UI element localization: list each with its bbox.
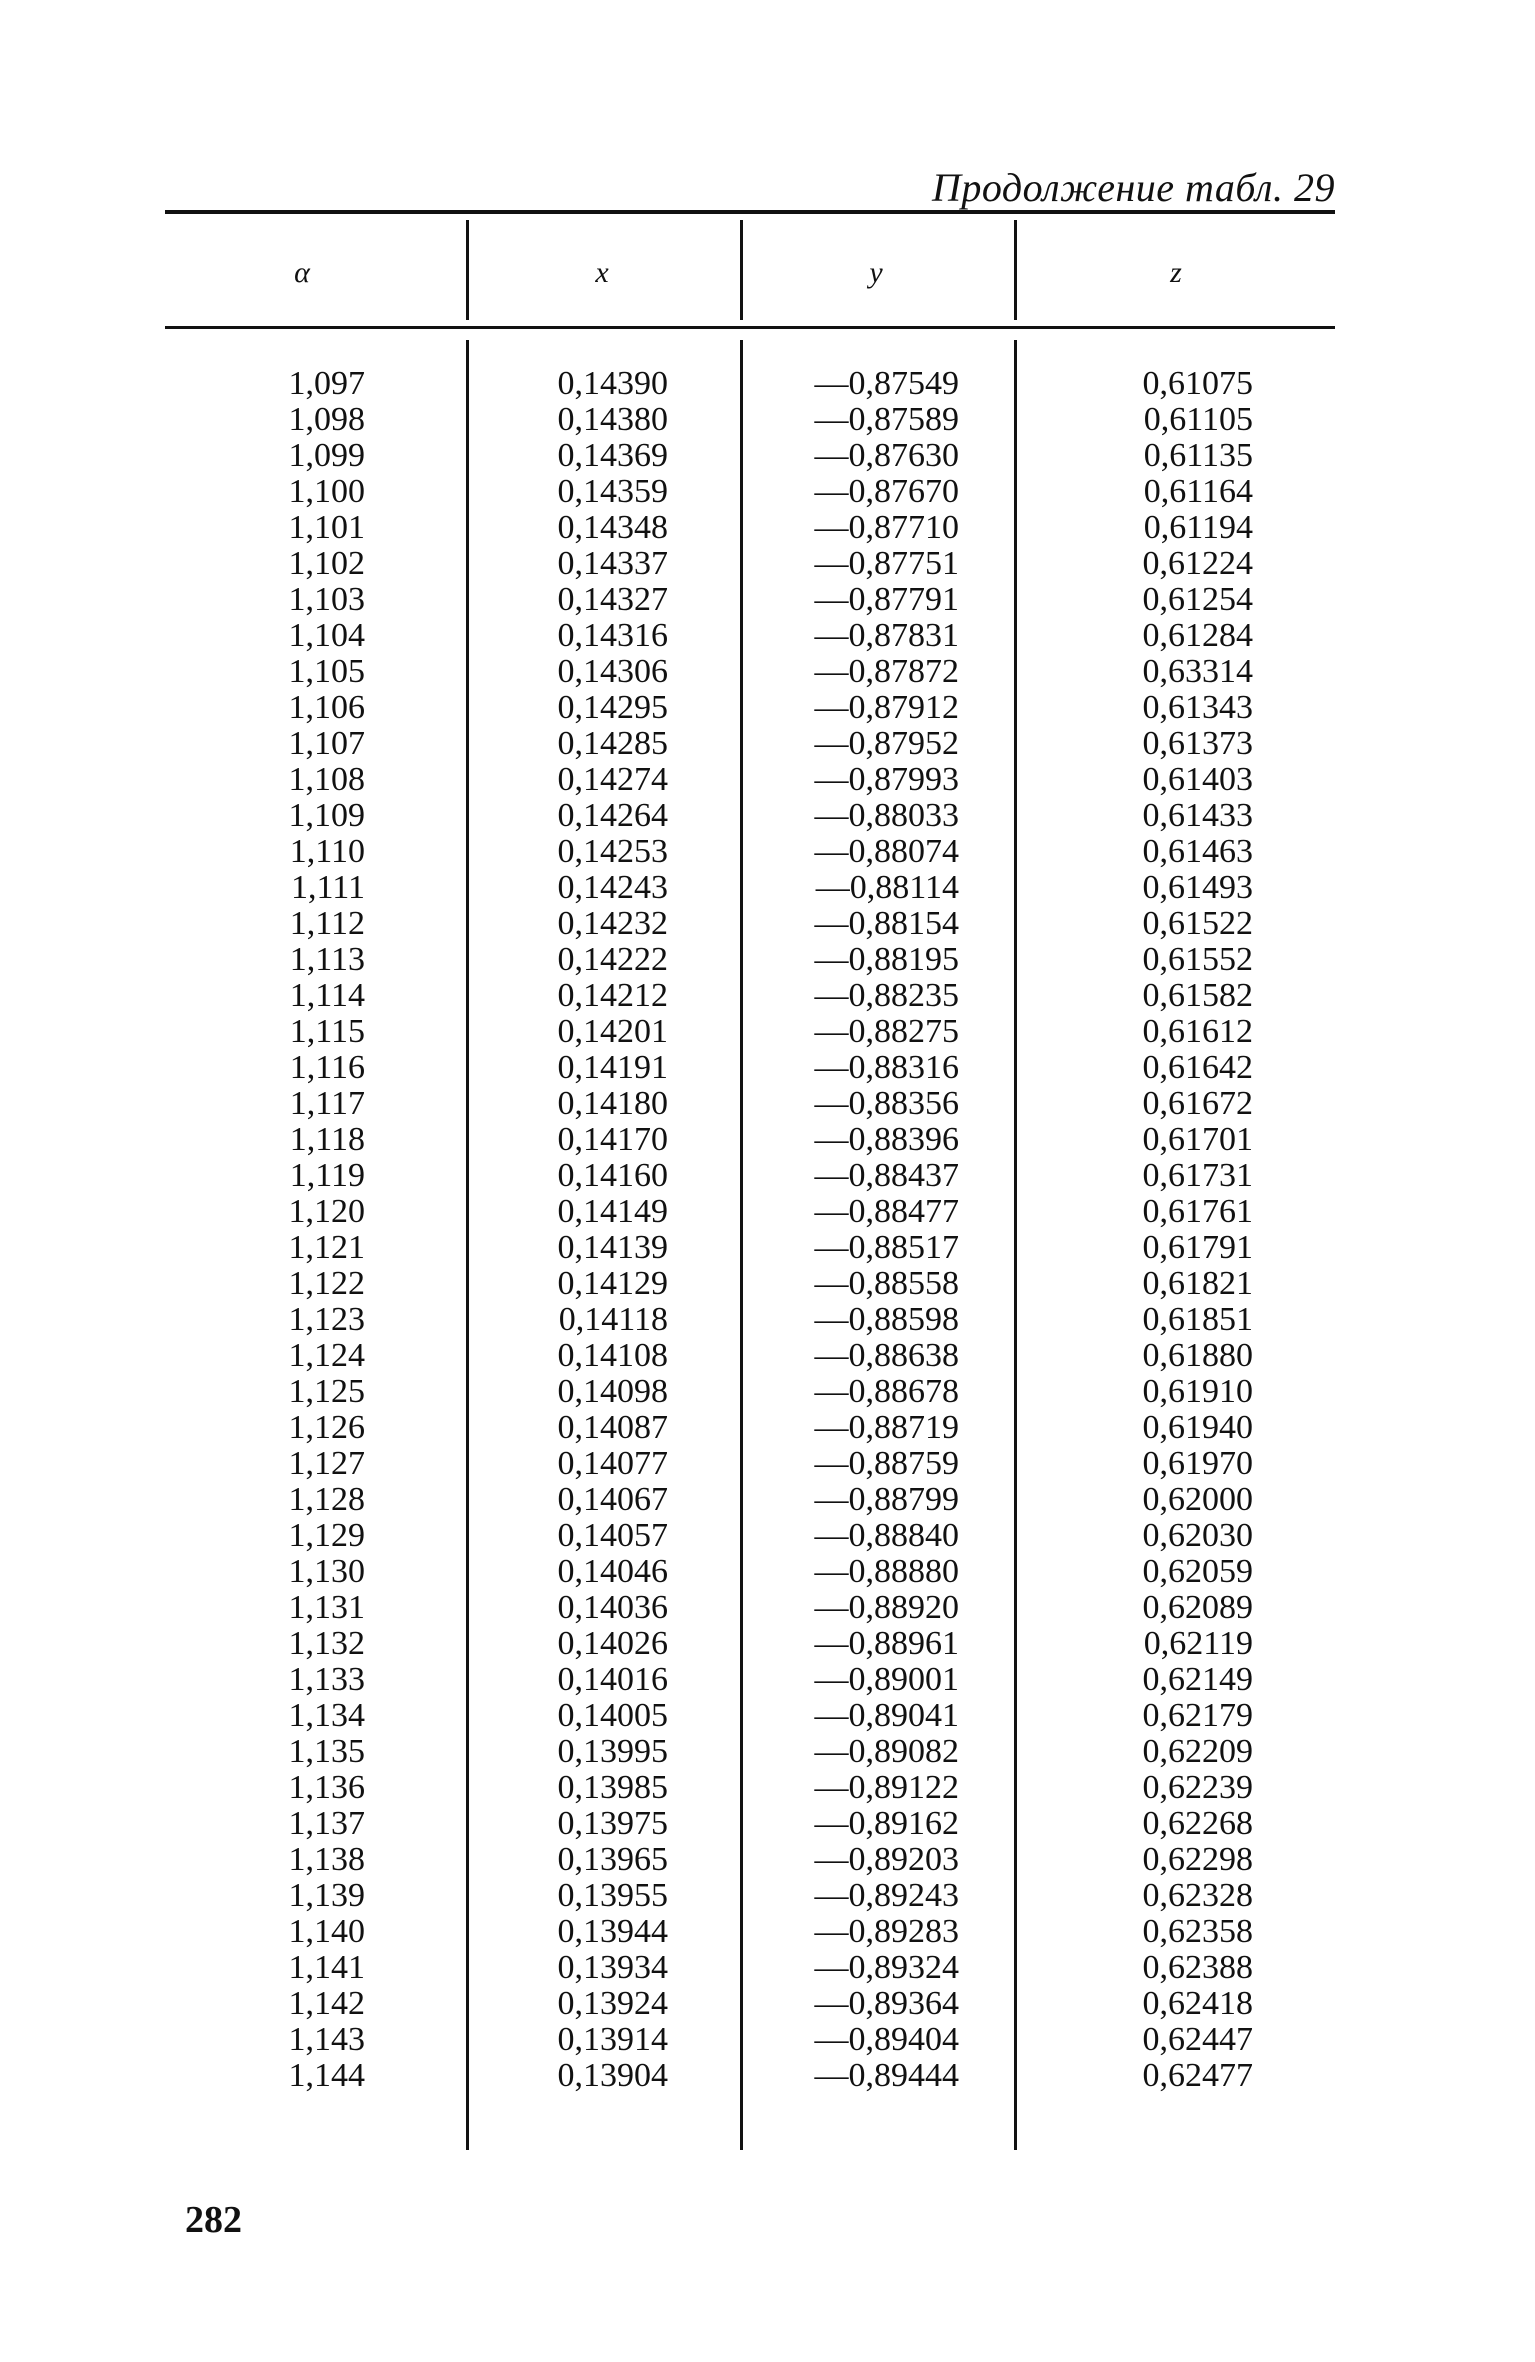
cell-x: 0,13985 (557, 1769, 668, 1806)
cell-a: 1,144 (288, 2057, 365, 2094)
column-header-z: z (1170, 256, 1182, 289)
cell-z: 0,62239 (1142, 1769, 1253, 1806)
cell-a: 1,100 (288, 473, 365, 510)
cell-x: 0,14359 (557, 473, 668, 510)
cell-a: 1,112 (289, 905, 365, 942)
cell-a: 1,105 (288, 653, 365, 690)
column-divider (740, 220, 743, 320)
cell-a: 1,141 (288, 1949, 365, 1986)
cell-z: 0,61224 (1142, 545, 1253, 582)
cell-x: 0,14139 (557, 1229, 668, 1266)
cell-y: —0,89041 (814, 1697, 959, 1734)
cell-a: 1,099 (288, 437, 365, 474)
cell-z: 0,62388 (1142, 1949, 1253, 1986)
cell-y: —0,88517 (814, 1229, 959, 1266)
cell-y: —0,87912 (814, 689, 959, 726)
cell-y: —0,88316 (814, 1049, 959, 1086)
cell-y: —0,88961 (814, 1625, 959, 1662)
cell-y: —0,88235 (814, 977, 959, 1014)
cell-y: —0,89404 (814, 2021, 959, 2058)
cell-y: —0,88356 (814, 1085, 959, 1122)
cell-z: 0,61105 (1143, 401, 1253, 438)
cell-a: 1,098 (288, 401, 365, 438)
cell-y: —0,88033 (814, 797, 959, 834)
cell-a: 1,101 (288, 509, 365, 546)
cell-z: 0,62119 (1143, 1625, 1253, 1662)
cell-a: 1,136 (288, 1769, 365, 1806)
cell-y: —0,88114 (815, 869, 959, 906)
cell-a: 1,130 (288, 1553, 365, 1590)
cell-z: 0,61135 (1143, 437, 1253, 474)
cell-y: —0,89364 (814, 1985, 959, 2022)
cell-z: 0,61582 (1142, 977, 1253, 1014)
cell-x: 0,13924 (557, 1985, 668, 2022)
cell-z: 0,61493 (1142, 869, 1253, 906)
cell-y: —0,87791 (814, 581, 959, 618)
cell-x: 0,14087 (557, 1409, 668, 1446)
column-header-y: y (869, 256, 883, 289)
cell-a: 1,134 (288, 1697, 365, 1734)
page-number: 282 (185, 2199, 242, 2241)
cell-a: 1,139 (288, 1877, 365, 1914)
cell-x: 0,13955 (557, 1877, 668, 1914)
cell-z: 0,62328 (1142, 1877, 1253, 1914)
cell-y: —0,88719 (814, 1409, 959, 1446)
cell-z: 0,61940 (1142, 1409, 1253, 1446)
cell-a: 1,106 (288, 689, 365, 726)
cell-x: 0,14232 (557, 905, 668, 942)
cell-a: 1,111 (291, 869, 365, 906)
cell-y: —0,87952 (814, 725, 959, 762)
cell-z: 0,61075 (1142, 365, 1253, 402)
table-header-rule (165, 326, 1335, 329)
cell-z: 0,62268 (1142, 1805, 1253, 1842)
cell-y: —0,89082 (814, 1733, 959, 1770)
cell-z: 0,63314 (1142, 653, 1253, 690)
column-divider (466, 220, 469, 320)
cell-z: 0,61970 (1142, 1445, 1253, 1482)
cell-y: —0,87630 (814, 437, 959, 474)
cell-a: 1,127 (288, 1445, 365, 1482)
cell-y: —0,88074 (814, 833, 959, 870)
cell-y: —0,88477 (814, 1193, 959, 1230)
cell-x: 0,14285 (557, 725, 668, 762)
cell-z: 0,62089 (1142, 1589, 1253, 1626)
cell-a: 1,102 (288, 545, 365, 582)
cell-x: 0,14348 (557, 509, 668, 546)
cell-y: —0,87751 (814, 545, 959, 582)
cell-y: —0,89001 (814, 1661, 959, 1698)
cell-z: 0,61821 (1142, 1265, 1253, 1302)
cell-z: 0,61552 (1142, 941, 1253, 978)
cell-x: 0,14295 (557, 689, 668, 726)
cell-a: 1,128 (288, 1481, 365, 1518)
cell-a: 1,133 (288, 1661, 365, 1698)
cell-y: —0,88799 (814, 1481, 959, 1518)
cell-y: —0,87589 (814, 401, 959, 438)
cell-z: 0,61851 (1142, 1301, 1253, 1338)
cell-x: 0,13914 (557, 2021, 668, 2058)
cell-x: 0,14108 (557, 1337, 668, 1374)
cell-z: 0,61880 (1142, 1337, 1253, 1374)
cell-z: 0,61433 (1142, 797, 1253, 834)
cell-a: 1,137 (288, 1805, 365, 1842)
cell-x: 0,14380 (557, 401, 668, 438)
cell-y: —0,89444 (814, 2057, 959, 2094)
cell-z: 0,61612 (1142, 1013, 1253, 1050)
cell-y: —0,88638 (814, 1337, 959, 1374)
column-header-x: x (595, 256, 609, 289)
cell-y: —0,89122 (814, 1769, 959, 1806)
cell-z: 0,61791 (1142, 1229, 1253, 1266)
cell-x: 0,14026 (557, 1625, 668, 1662)
cell-x: 0,14098 (557, 1373, 668, 1410)
cell-x: 0,13995 (557, 1733, 668, 1770)
cell-x: 0,14222 (557, 941, 668, 978)
cell-z: 0,62298 (1142, 1841, 1253, 1878)
cell-y: —0,87670 (814, 473, 959, 510)
cell-y: —0,89283 (814, 1913, 959, 1950)
cell-z: 0,62030 (1142, 1517, 1253, 1554)
cell-x: 0,13934 (557, 1949, 668, 1986)
cell-a: 1,131 (288, 1589, 365, 1626)
cell-y: —0,87831 (814, 617, 959, 654)
column-divider (740, 340, 743, 2150)
cell-x: 0,14016 (557, 1661, 668, 1698)
cell-x: 0,14306 (557, 653, 668, 690)
cell-z: 0,62000 (1142, 1481, 1253, 1518)
cell-x: 0,14180 (557, 1085, 668, 1122)
cell-a: 1,125 (288, 1373, 365, 1410)
cell-z: 0,61194 (1143, 509, 1253, 546)
cell-a: 1,140 (288, 1913, 365, 1950)
cell-y: —0,88275 (814, 1013, 959, 1050)
cell-y: —0,89203 (814, 1841, 959, 1878)
cell-z: 0,61642 (1142, 1049, 1253, 1086)
cell-x: 0,14170 (557, 1121, 668, 1158)
cell-y: —0,88396 (814, 1121, 959, 1158)
cell-z: 0,62447 (1142, 2021, 1253, 2058)
cell-x: 0,13944 (557, 1913, 668, 1950)
cell-x: 0,14327 (557, 581, 668, 618)
table-caption: Продолжение табл. 29 (931, 165, 1335, 210)
column-divider (466, 340, 469, 2150)
cell-z: 0,61910 (1142, 1373, 1253, 1410)
cell-z: 0,61284 (1142, 617, 1253, 654)
cell-z: 0,61463 (1142, 833, 1253, 870)
cell-a: 1,120 (288, 1193, 365, 1230)
cell-x: 0,14057 (557, 1517, 668, 1554)
cell-z: 0,61761 (1142, 1193, 1253, 1230)
cell-y: —0,88195 (814, 941, 959, 978)
cell-a: 1,113 (289, 941, 365, 978)
cell-y: —0,87872 (814, 653, 959, 690)
cell-x: 0,14118 (558, 1301, 668, 1338)
cell-z: 0,62418 (1142, 1985, 1253, 2022)
cell-y: —0,89243 (814, 1877, 959, 1914)
cell-a: 1,132 (288, 1625, 365, 1662)
cell-y: —0,88840 (814, 1517, 959, 1554)
cell-x: 0,14046 (557, 1553, 668, 1590)
column-a-values (289, 366, 366, 2094)
cell-y: —0,88154 (814, 905, 959, 942)
column-z-values (1143, 366, 1254, 2094)
cell-z: 0,62477 (1142, 2057, 1253, 2094)
cell-a: 1,121 (288, 1229, 365, 1266)
cell-a: 1,124 (288, 1337, 365, 1374)
cell-x: 0,14077 (557, 1445, 668, 1482)
cell-z: 0,62179 (1142, 1697, 1253, 1734)
column-x-values (558, 366, 669, 2094)
cell-a: 1,129 (288, 1517, 365, 1554)
cell-a: 1,143 (288, 2021, 365, 2058)
cell-a: 1,138 (288, 1841, 365, 1878)
cell-z: 0,61403 (1142, 761, 1253, 798)
cell-a: 1,126 (288, 1409, 365, 1446)
cell-x: 0,14005 (557, 1697, 668, 1734)
cell-a: 1,107 (288, 725, 365, 762)
cell-a: 1,119 (289, 1157, 365, 1194)
cell-a: 1,135 (288, 1733, 365, 1770)
cell-z: 0,62149 (1142, 1661, 1253, 1698)
cell-x: 0,14369 (557, 437, 668, 474)
cell-x: 0,14160 (557, 1157, 668, 1194)
cell-a: 1,103 (288, 581, 365, 618)
column-header-a: α (294, 256, 310, 289)
cell-y: —0,88759 (814, 1445, 959, 1482)
cell-a: 1,109 (288, 797, 365, 834)
cell-x: 0,14036 (557, 1589, 668, 1626)
cell-z: 0,62059 (1142, 1553, 1253, 1590)
cell-x: 0,14067 (557, 1481, 668, 1518)
cell-a: 1,108 (288, 761, 365, 798)
cell-x: 0,13975 (557, 1805, 668, 1842)
cell-a: 1,114 (289, 977, 365, 1014)
cell-z: 0,61164 (1143, 473, 1253, 510)
cell-x: 0,14264 (557, 797, 668, 834)
cell-z: 0,61701 (1142, 1121, 1253, 1158)
cell-a: 1,115 (289, 1013, 365, 1050)
cell-z: 0,62209 (1142, 1733, 1253, 1770)
cell-a: 1,104 (288, 617, 365, 654)
cell-z: 0,61672 (1142, 1085, 1253, 1122)
cell-y: —0,89324 (814, 1949, 959, 1986)
cell-a: 1,097 (288, 365, 365, 402)
cell-y: —0,88920 (814, 1589, 959, 1626)
cell-z: 0,62358 (1142, 1913, 1253, 1950)
cell-x: 0,13965 (557, 1841, 668, 1878)
cell-a: 1,122 (288, 1265, 365, 1302)
cell-z: 0,61373 (1142, 725, 1253, 762)
cell-a: 1,118 (289, 1121, 365, 1158)
cell-z: 0,61343 (1142, 689, 1253, 726)
cell-y: —0,87710 (814, 509, 959, 546)
cell-y: —0,88880 (814, 1553, 959, 1590)
cell-x: 0,14201 (557, 1013, 668, 1050)
cell-y: —0,87993 (814, 761, 959, 798)
column-divider (1014, 340, 1017, 2150)
cell-x: 0,14129 (557, 1265, 668, 1302)
cell-z: 0,61731 (1142, 1157, 1253, 1194)
cell-x: 0,14191 (557, 1049, 668, 1086)
cell-y: —0,88598 (814, 1301, 959, 1338)
cell-a: 1,110 (289, 833, 365, 870)
cell-a: 1,117 (289, 1085, 365, 1122)
table-top-rule (165, 210, 1335, 214)
cell-z: 0,61522 (1142, 905, 1253, 942)
cell-x: 0,14212 (557, 977, 668, 1014)
cell-a: 1,142 (288, 1985, 365, 2022)
cell-z: 0,61254 (1142, 581, 1253, 618)
cell-y: —0,88558 (814, 1265, 959, 1302)
cell-x: 0,14316 (557, 617, 668, 654)
cell-y: —0,87549 (814, 365, 959, 402)
cell-x: 0,13904 (557, 2057, 668, 2094)
cell-x: 0,14274 (557, 761, 668, 798)
cell-y: —0,88678 (814, 1373, 959, 1410)
cell-x: 0,14337 (557, 545, 668, 582)
cell-a: 1,123 (288, 1301, 365, 1338)
cell-y: —0,88437 (814, 1157, 959, 1194)
cell-x: 0,14243 (557, 869, 668, 906)
cell-a: 1,116 (289, 1049, 365, 1086)
cell-x: 0,14149 (557, 1193, 668, 1230)
column-y-values (815, 366, 960, 2094)
cell-x: 0,14390 (557, 365, 668, 402)
cell-x: 0,14253 (557, 833, 668, 870)
cell-y: —0,89162 (814, 1805, 959, 1842)
column-divider (1014, 220, 1017, 320)
